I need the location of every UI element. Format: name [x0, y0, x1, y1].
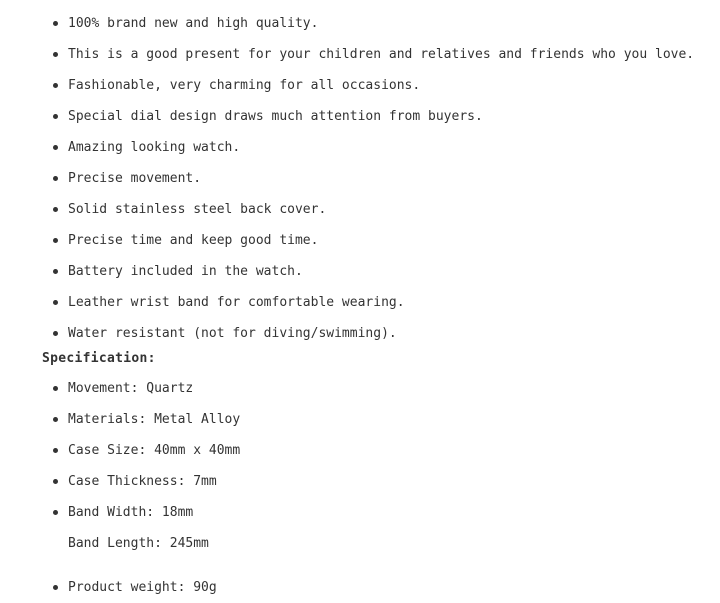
feature-item — [0, 39, 720, 70]
feature-list — [0, 8, 720, 349]
spec-text: Band Width: 18mm — [68, 505, 194, 520]
feature-text: Water resistant (not for diving/swimming). — [68, 326, 397, 341]
specification-list — [0, 373, 720, 603]
bullet-icon — [53, 238, 58, 243]
feature-item — [0, 163, 720, 194]
bullet-icon — [53, 269, 58, 274]
feature-text: Solid stainless steel back cover. — [68, 202, 327, 217]
feature-text: Battery included in the watch. — [68, 264, 303, 279]
spec-text: Materials: Metal Alloy — [68, 412, 241, 427]
bullet-icon — [53, 331, 58, 336]
feature-item — [0, 132, 720, 163]
feature-text: Precise time and keep good time. — [68, 233, 319, 248]
feature-item — [0, 70, 720, 101]
spec-item — [0, 572, 720, 603]
bullet-icon — [53, 417, 58, 422]
spec-item — [0, 404, 720, 435]
bullet-icon — [53, 479, 58, 484]
feature-item — [0, 256, 720, 287]
spec-item — [0, 497, 720, 528]
bullet-icon — [53, 114, 58, 119]
spec-item — [0, 373, 720, 404]
bullet-icon — [53, 176, 58, 181]
feature-text: Leather wrist band for comfortable wearing. — [68, 295, 405, 310]
spacer — [0, 559, 720, 572]
bullet-icon — [53, 448, 58, 453]
spec-text: Case Thickness: 7mm — [68, 474, 217, 489]
specification-heading: Specification: — [42, 351, 156, 366]
bullet-icon — [53, 585, 58, 590]
feature-item — [0, 287, 720, 318]
feature-item — [0, 194, 720, 225]
bullet-icon — [53, 83, 58, 88]
spec-item — [0, 466, 720, 497]
bullet-icon — [53, 386, 58, 391]
feature-item — [0, 8, 720, 39]
spec-text: Product weight: 90g — [68, 580, 217, 595]
feature-text: 100% brand new and high quality. — [68, 16, 319, 31]
feature-item — [0, 225, 720, 256]
feature-item — [0, 101, 720, 132]
feature-text: Special dial design draws much attention from buyers. — [68, 109, 483, 124]
spec-text: Movement: Quartz — [68, 381, 194, 396]
bullet-icon — [53, 510, 58, 515]
spec-item-band-length — [0, 528, 720, 559]
feature-text: Precise movement. — [68, 171, 202, 186]
feature-text: Fashionable, very charming for all occasions. — [68, 78, 421, 93]
spec-text: Case Size: 40mm x 40mm — [68, 443, 241, 458]
bullet-icon — [53, 52, 58, 57]
bullet-icon — [53, 21, 58, 26]
bullet-icon — [53, 145, 58, 150]
spec-text: Band Length: 245mm — [68, 536, 209, 551]
bullet-icon — [53, 207, 58, 212]
feature-text: This is a good present for your children and relatives and friends who you love. — [68, 47, 695, 62]
feature-text: Amazing looking watch. — [68, 140, 241, 155]
bullet-icon — [53, 300, 58, 305]
feature-item — [0, 318, 720, 349]
spec-item — [0, 435, 720, 466]
